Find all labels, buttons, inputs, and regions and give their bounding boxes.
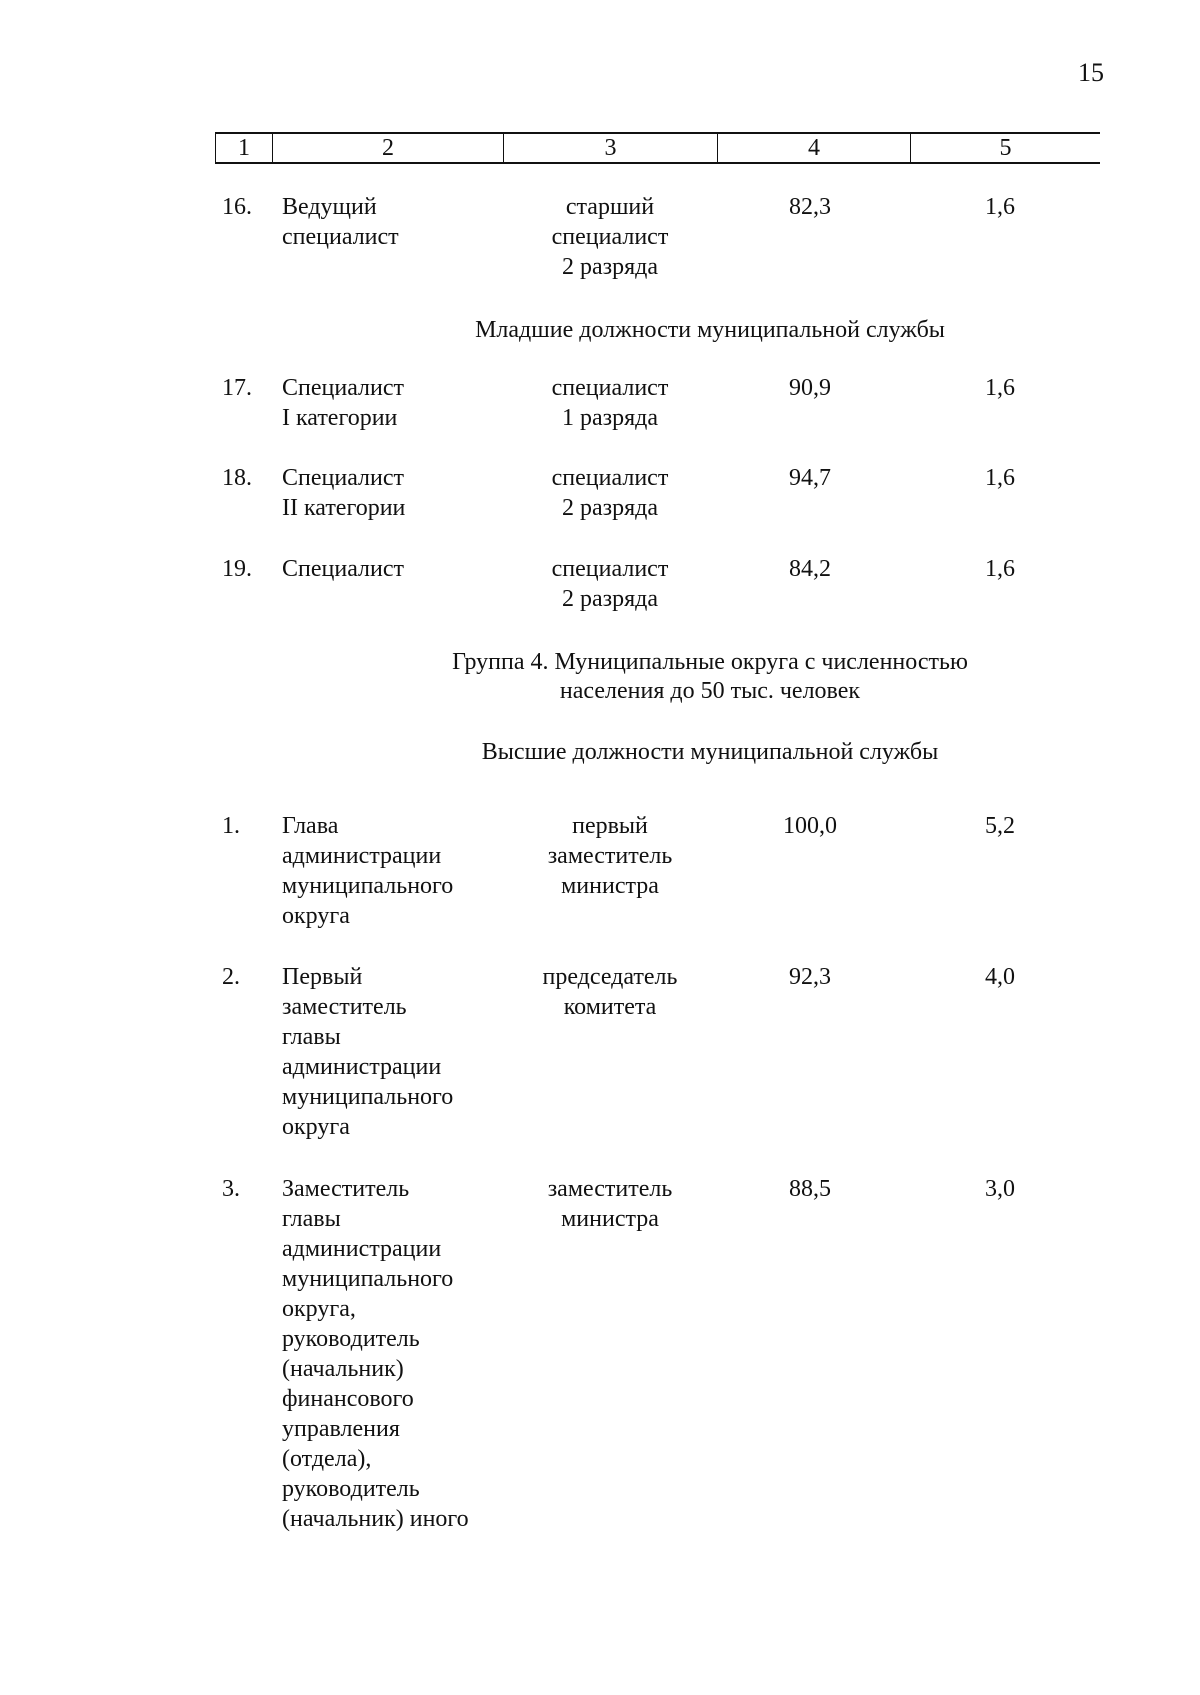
percent-value: 100,0 <box>783 813 837 839</box>
group-title: Группа 4. Муниципальные округа с численностью населения до 50 тыс. человек <box>452 649 968 704</box>
header-col-2: 2 <box>273 134 504 162</box>
row-number: 19. <box>222 556 252 582</box>
row-number: 16. <box>222 194 252 220</box>
coefficient-value: 1,6 <box>985 556 1015 582</box>
percent-value: 92,3 <box>789 964 831 990</box>
section-title-senior: Высшие должности муниципальной службы <box>481 739 939 765</box>
coefficient-value: 4,0 <box>985 964 1015 990</box>
header-col-5: 5 <box>999 134 1012 161</box>
percent-value: 84,2 <box>789 556 831 582</box>
percent-value: 94,7 <box>789 465 831 491</box>
row-number: 18. <box>222 465 252 491</box>
row-number: 2. <box>222 964 240 990</box>
percent-value: 82,3 <box>789 194 831 220</box>
position-title: Специалист <box>282 556 405 582</box>
position-title: Первый заместитель главы администрации муниципального округа <box>282 964 454 1140</box>
equivalent-position: старший специалист 2 разряда <box>551 194 669 280</box>
page-number: 15 <box>1078 58 1104 87</box>
percent-value: 88,5 <box>789 1176 831 1202</box>
coefficient-value: 3,0 <box>985 1176 1015 1202</box>
section-title-junior: Младшие должности муниципальной службы <box>475 317 945 343</box>
position-title: Глава администрации муниципального округа <box>282 813 454 929</box>
position-title: Ведущий специалист <box>282 194 399 250</box>
percent-value: 90,9 <box>789 375 831 401</box>
position-title: Заместитель главы администрации муниципального округа, руководитель (начальник) финансового управления (отдела), руководитель (начальник) иного <box>282 1176 469 1532</box>
table-header <box>215 132 1100 164</box>
equivalent-position: специалист 1 разряда <box>551 375 669 431</box>
coefficient-value: 1,6 <box>985 194 1015 220</box>
header-col-4: 4 <box>718 134 911 162</box>
coefficient-value: 1,6 <box>985 375 1015 401</box>
row-number: 17. <box>222 375 252 401</box>
equivalent-position: специалист 2 разряда <box>551 556 669 612</box>
row-number: 3. <box>222 1176 240 1202</box>
equivalent-position: председатель комитета <box>542 964 678 1020</box>
position-title: Специалист I категории <box>282 375 405 431</box>
header-col-1: 1 <box>215 134 273 162</box>
row-number: 1. <box>222 813 240 839</box>
equivalent-position: заместитель министра <box>547 1176 673 1232</box>
equivalent-position: первый заместитель министра <box>547 813 673 899</box>
coefficient-value: 5,2 <box>985 813 1015 839</box>
equivalent-position: специалист 2 разряда <box>551 465 669 521</box>
position-title: Специалист II категории <box>282 465 406 521</box>
coefficient-value: 1,6 <box>985 465 1015 491</box>
header-col-3: 3 <box>504 134 718 162</box>
